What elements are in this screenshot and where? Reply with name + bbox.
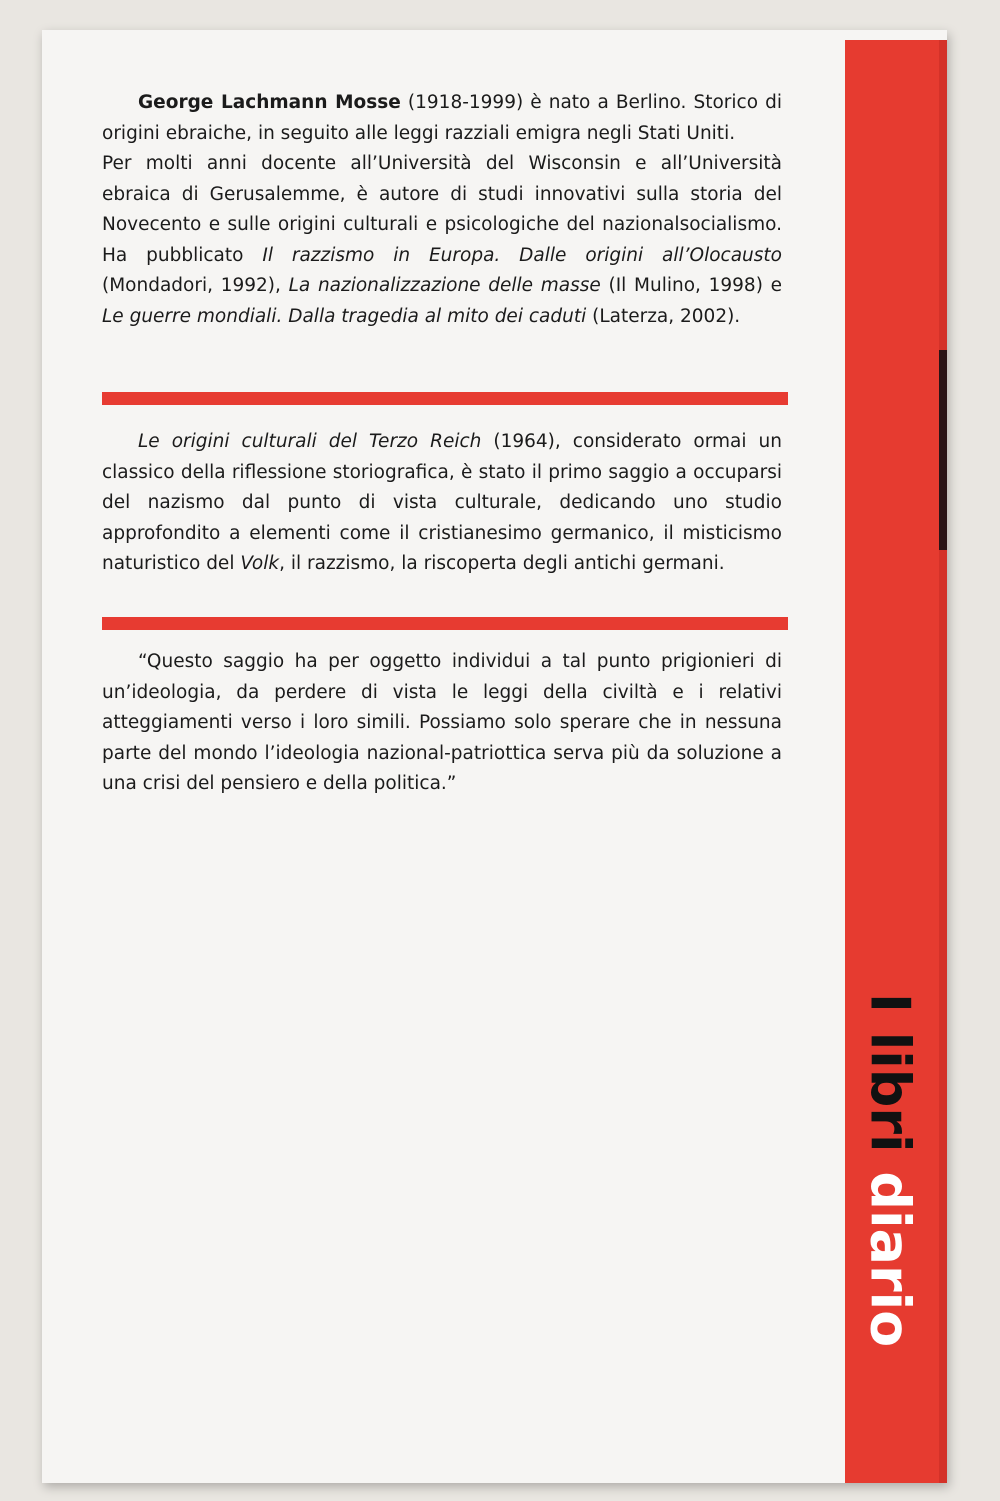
- book-back-cover: [42, 30, 947, 1483]
- brand-part-2: diario: [858, 1171, 922, 1348]
- spine-dark-mark: [939, 350, 947, 550]
- red-divider-2: [102, 617, 788, 630]
- author-name: George Lachmann Mosse: [138, 92, 401, 113]
- book-title-2: La nazionalizzazione delle masse: [288, 275, 601, 296]
- publisher-logo: [859, 993, 922, 1347]
- spine-edge: [939, 40, 947, 1483]
- volk-term: Volk: [240, 553, 280, 574]
- red-divider-1: [102, 392, 788, 405]
- book-title-1: Il razzismo in Europa. Dalle origini all’Olocausto: [262, 244, 782, 266]
- bio-paragraph-1: George Lachmann Mosse (1918-1999) è nato a Berlino. Storico di origini ebraiche, in seguito alle leggi razziali emigra negli Stati Uniti.: [102, 92, 782, 144]
- brand-part-1: I libri: [858, 992, 922, 1172]
- quote-text: “Questo saggio ha per oggetto individui a tal punto prigionieri di un’ideologia, da perdere di vista le leggi della civiltà e i relativi atteggiamenti verso i loro simili. Possiamo solo sperare che in nessuna parte del mondo l’ideologia nazional-patriottica serva più da soluzione a una crisi del pensiero e della politica.”: [102, 651, 782, 794]
- book-title-3: Le guerre mondiali. Dalla tragedia al mito dei caduti: [102, 305, 587, 327]
- book-title: Le origini culturali del Terzo Reich: [138, 431, 482, 452]
- quote-block: [102, 647, 782, 800]
- book-description: [102, 427, 782, 580]
- description-paragraph: Le origini culturali del Terzo Reich (1964), considerato ormai un classico della riflessione storiografica, è stato il primo saggio a occuparsi del nazismo dal punto di vista culturale, dedicando uno studio approfondito a elementi come il cristianesimo germanico, il misticismo naturistico del Volk, il razzismo, la riscoperta degli antichi germani.: [102, 431, 782, 574]
- bio-paragraph-2: Per molti anni docente all’Università del Wisconsin e all’Università ebraica di Gerusalemme, è autore di studi innovativi sulla storia del Novecento e sulle origini culturali e psicologiche del nazionalsocialismo. Ha pubblicato Il razzismo in Europa. Dalle origini all’Olocausto (Mondadori, 1992), La nazionalizzazione delle masse (Il Mulino, 1998) e Le guerre mondiali. Dalla tragedia al mito dei caduti (Laterza, 2002).: [102, 153, 782, 327]
- author-bio: [102, 88, 782, 332]
